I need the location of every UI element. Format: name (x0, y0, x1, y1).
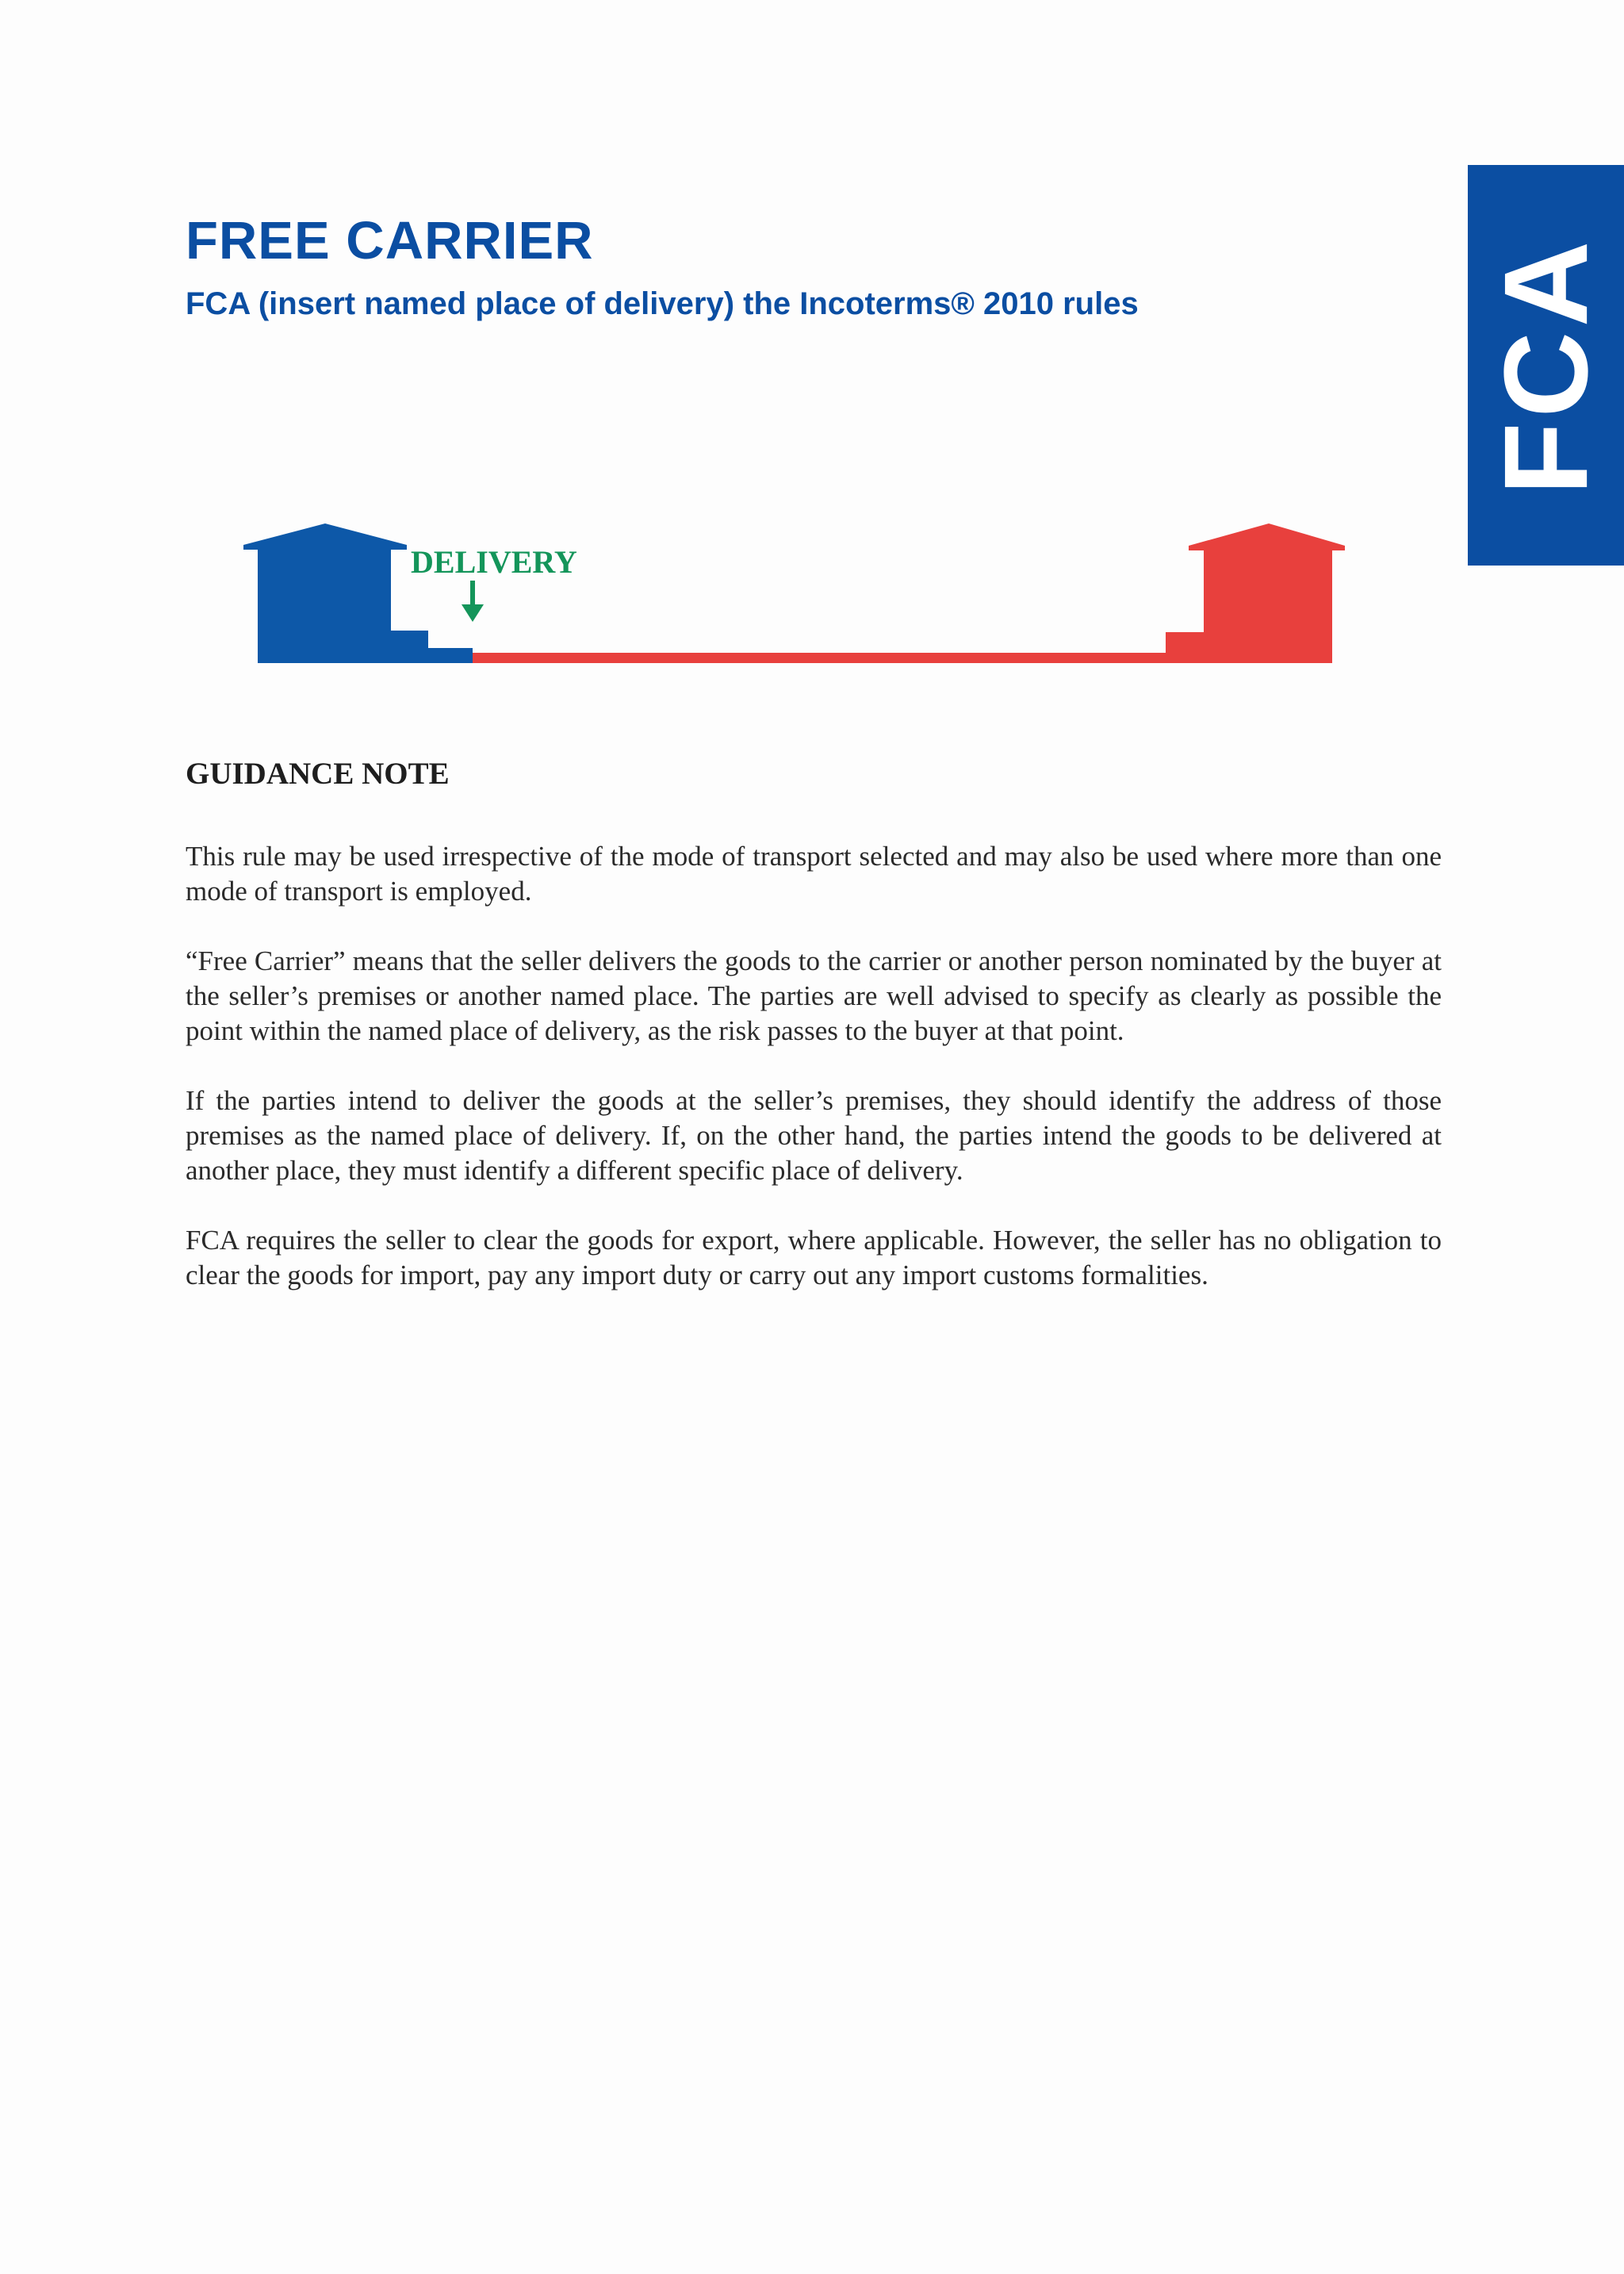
guidance-paragraph-2: “Free Carrier” means that the seller delivers the goods to the carrier or another person nominated by the buyer at the seller’s premises or another named place. The parties are well advised to specify as clearly as possible the point within the named place of delivery, as the risk passes to the buyer at that point. (186, 945, 1442, 1046)
guidance-paragraph-3: If the parties intend to deliver the goods at the seller’s premises, they should identify the address of those premises as the named place of delivery. If, on the other hand, the parties intend the goods to be delivered at another place, they must identify a different specific place of delivery. (186, 1085, 1442, 1186)
delivery-diagram (0, 508, 1624, 682)
side-tab-label: FCA (1479, 236, 1613, 495)
guidance-body (186, 839, 1442, 1328)
side-tab (1468, 165, 1624, 566)
guidance-paragraph-4: FCA requires the seller to clear the goods for export, where applicable. However, the seller has no obligation to clear the goods for import, pay any import duty or carry out any import customs formalities. (186, 1225, 1442, 1290)
transport-road (473, 653, 1166, 663)
delivery-label: DELIVERY (411, 544, 577, 580)
buyer-building (1166, 523, 1345, 663)
delivery-arrow-icon (462, 604, 484, 622)
page-title: FREE CARRIER (186, 211, 594, 270)
page-subtitle: FCA (insert named place of delivery) the Incoterms® 2010 rules (186, 286, 1139, 321)
guidance-paragraph-1: This rule may be used irrespective of the mode of transport selected and may also be used where more than one mode of transport is employed. (186, 841, 1442, 907)
guidance-heading: GUIDANCE NOTE (186, 757, 450, 791)
